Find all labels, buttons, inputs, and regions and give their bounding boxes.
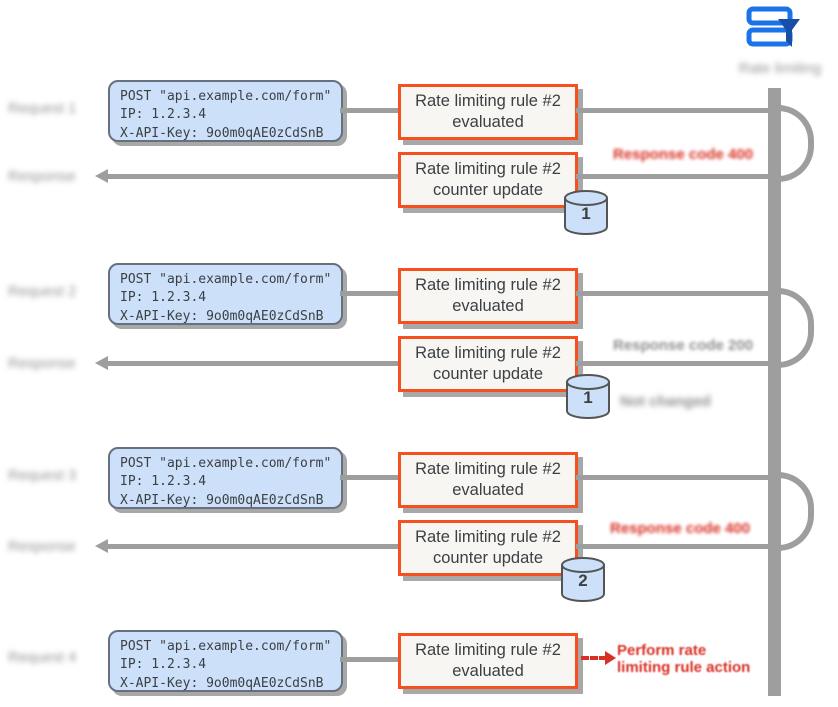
counter-unchanged-note: Not changed: [620, 393, 711, 410]
counter-value-1: 1: [581, 204, 591, 223]
rate-limiting-label: Rate limiting: [738, 60, 822, 77]
request-box-2: [108, 263, 343, 325]
request-method-url: POST "api.example.com/form": [120, 89, 332, 104]
timeline-arc-2: [778, 288, 814, 368]
action-note-line1: Perform rate: [617, 642, 707, 659]
connector-line: [576, 108, 770, 113]
timeline-arc-3: [778, 472, 814, 551]
action-dashed-arrow: [581, 656, 607, 660]
counter-value-3: 2: [578, 571, 588, 590]
connector-line: [340, 291, 398, 296]
lane-label-request-4: Request 4: [8, 649, 77, 666]
counter-db-2: [564, 373, 612, 420]
rate-limit-action-note: [617, 642, 750, 677]
counter-update-box-2: [398, 336, 578, 392]
rule-box-line1: Rate limiting rule #2: [415, 641, 561, 660]
rate-limiting-icon: [746, 6, 801, 52]
request-method-url: POST "api.example.com/form": [120, 456, 332, 471]
connector-line: [106, 361, 398, 366]
connector-line: [340, 475, 398, 480]
request-box-1: [108, 80, 343, 142]
response-code-note-2: Response code 200: [613, 337, 754, 354]
rule-box-line2: counter update: [432, 549, 544, 567]
lane-label-request-3: Request 3: [8, 467, 77, 484]
request-ip: IP: 1.2.3.4: [120, 290, 207, 306]
rule-evaluated-box-3: [398, 452, 578, 508]
connector-line: [106, 544, 398, 549]
rule-evaluated-box-1: [398, 84, 578, 140]
rule-box-line2: counter update: [432, 365, 544, 383]
timeline-arc-1: [778, 105, 814, 182]
request-method-url: POST "api.example.com/form": [120, 639, 332, 654]
rule-evaluated-box-2: [398, 268, 578, 324]
rule-box-line2: evaluated: [452, 113, 524, 131]
counter-db-1: [562, 189, 610, 236]
connector-line: [106, 174, 398, 179]
action-note-line2: limiting rule action: [617, 659, 751, 677]
response-code-note-1: Response code 400: [613, 146, 754, 163]
request-api-key: X-API-Key: 9o0m0qAE0zCdSnB: [120, 492, 324, 508]
lane-label-response-3: Response: [8, 538, 76, 555]
rule-box-line1: Rate limiting rule #2: [415, 160, 561, 179]
rule-box-line2: counter update: [432, 181, 544, 199]
counter-db-3: [559, 556, 607, 603]
lane-label-request-1: Request 1: [8, 100, 77, 117]
counter-value-2: 1: [583, 388, 593, 407]
connector-line: [576, 174, 770, 179]
rule-box-line2: evaluated: [452, 297, 524, 315]
rule-evaluated-box-4: [398, 633, 578, 689]
request-ip: IP: 1.2.3.4: [120, 657, 207, 673]
connector-line: [576, 544, 770, 549]
request-api-key: X-API-Key: 9o0m0qAE0zCdSnB: [120, 308, 324, 324]
rule-box-line1: Rate limiting rule #2: [415, 460, 561, 479]
counter-update-box-1: [398, 152, 578, 208]
action-arrowhead: [605, 651, 616, 665]
rule-box-line1: Rate limiting rule #2: [415, 276, 561, 295]
rule-box-line1: Rate limiting rule #2: [415, 528, 561, 547]
counter-update-box-3: [398, 520, 578, 576]
request-box-4: [108, 630, 343, 692]
request-api-key: X-API-Key: 9o0m0qAE0zCdSnB: [120, 675, 324, 691]
rule-box-line1: Rate limiting rule #2: [415, 92, 561, 111]
response-code-note-3: Response code 400: [610, 520, 751, 537]
request-api-key: X-API-Key: 9o0m0qAE0zCdSnB: [120, 125, 324, 141]
lane-label-response-1: Response: [8, 168, 76, 185]
lane-label-request-2: Request 2: [8, 283, 77, 300]
connector-line: [576, 291, 770, 296]
rule-box-line1: Rate limiting rule #2: [415, 344, 561, 363]
rule-box-line2: evaluated: [452, 481, 524, 499]
rule-box-line2: evaluated: [452, 662, 524, 680]
request-ip: IP: 1.2.3.4: [120, 474, 207, 490]
request-method-url: POST "api.example.com/form": [120, 272, 332, 287]
connector-line: [340, 108, 398, 113]
connector-line: [576, 475, 770, 480]
connector-line: [576, 361, 770, 366]
request-ip: IP: 1.2.3.4: [120, 107, 207, 123]
lane-label-response-2: Response: [8, 355, 76, 372]
request-box-3: [108, 447, 343, 509]
connector-line: [340, 657, 398, 662]
